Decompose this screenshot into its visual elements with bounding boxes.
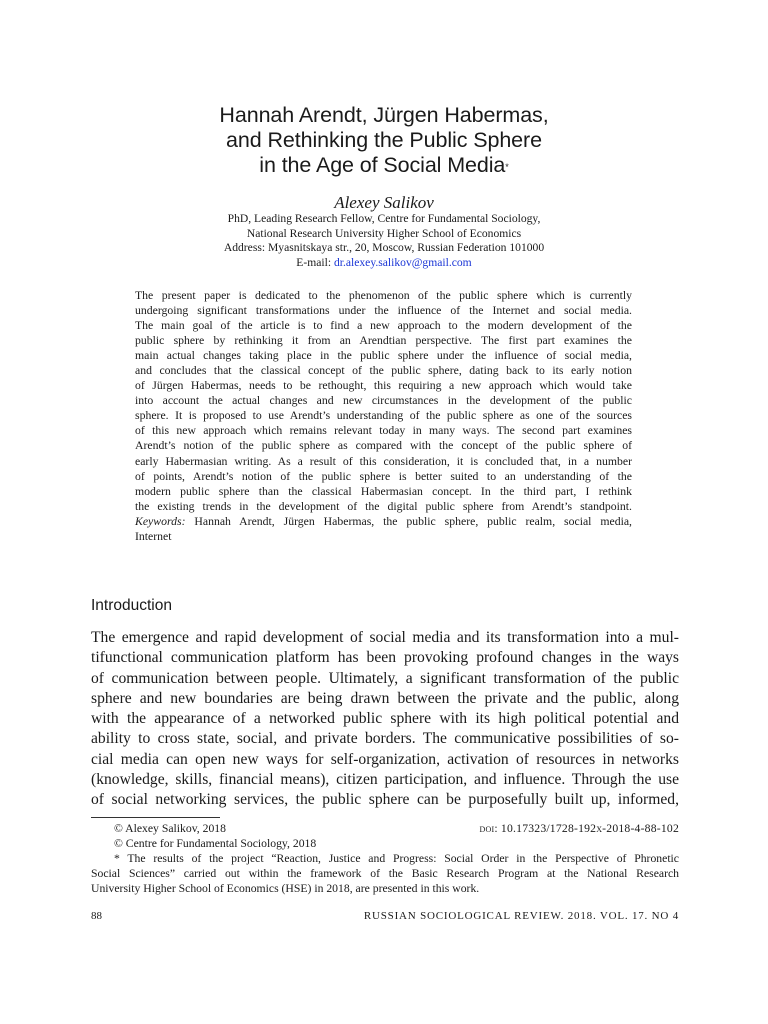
title-line-3-text: in the Age of Social Media — [259, 153, 506, 177]
abstract-line: into account the actual changes and new circumstances in the development of the public — [135, 394, 632, 408]
body-line: with the appearance of a networked public sphere with its high political potential and — [91, 710, 679, 728]
footnote-line: University Higher School of Economics (HSE) in 2018, are presented in this work. — [91, 881, 480, 895]
email-label: E-mail: — [296, 255, 334, 269]
page-number: 88 — [91, 910, 102, 922]
affiliation-line-2: National Research University Higher School of Economics — [246, 226, 522, 240]
paper-title — [0, 103, 768, 178]
body-line: sphere and new boundaries are being drawn between the private and the public, along — [91, 689, 679, 707]
title-footnote-marker: * — [505, 162, 509, 172]
doi-link[interactable]: doi: 10.17323/1728-192x-2018-4-88-102 — [479, 822, 679, 835]
abstract — [135, 288, 632, 544]
copyright-author: © Alexey Salikov, 2018 — [114, 822, 226, 835]
abstract-line: modern public sphere than the classical Habermasian concept. In the third part, I rethink — [135, 484, 632, 498]
author-affiliation — [0, 212, 768, 270]
footnote-line: * The results of the project “Reaction, Justice and Progress: Social Order in the Perspective of Phronetic — [114, 852, 679, 865]
keywords-line-end: Internet — [135, 529, 172, 543]
abstract-line: undergoing significant transformations under the influence of the Internet and social media. — [135, 304, 632, 318]
author-name: Alexey Salikov — [334, 193, 434, 212]
abstract-line: and concludes that the classical concept of the public sphere, dating back to its early notion — [135, 364, 632, 378]
abstract-line: of this new approach which remains relevant today in many ways. The second part examines — [135, 424, 632, 438]
body-line: of communication between people. Ultimately, a significant transformation of the public — [91, 669, 679, 687]
footnote-divider — [91, 817, 220, 818]
abstract-line: of points, Arendt’s notion of the public sphere is better suited to an understanding of the — [135, 469, 632, 483]
journal-running-footer: RUSSIAN SOCIOLOGICAL REVIEW. 2018. VOL. 17. NO 4 — [363, 910, 679, 922]
introduction-body — [91, 628, 679, 811]
abstract-line: public sphere by rethinking it from an Arendtian perspective. The first part examines the — [135, 334, 632, 348]
abstract-line: early Habermasian writing. As a result of this consideration, it is concluded that, in a number — [135, 454, 632, 468]
abstract-line: main actual changes taking place in the public sphere under the influence of social media, — [135, 349, 632, 363]
abstract-line: of Jürgen Habermas, needs to be rethought, this requiring a new approach which would take — [135, 379, 632, 393]
body-line: of social networking services, the public sphere can be purposefully built up, informed, — [91, 791, 679, 809]
affiliation-address: Address: Myasnitskaya str., 20, Moscow, Russian Federation 101000 — [223, 241, 545, 254]
abstract-line: Arendt’s notion of the public sphere as compared with the concept of the public sphere of — [135, 439, 632, 453]
keywords-text: Hannah Arendt, Jürgen Habermas, the public sphere, public realm, social media, — [185, 514, 632, 528]
abstract-line: The present paper is dedicated to the phenomenon of the public sphere which is currently — [135, 289, 632, 302]
abstract-line: The main goal of the article is to find a new approach to the modern development of the — [135, 319, 632, 333]
keywords-label: Keywords: — [135, 514, 186, 528]
copyright-centre: © Centre for Fundamental Sociology, 2018 — [114, 837, 317, 850]
abstract-line: sphere. It is proposed to use Arendt’s understanding of the public sphere as one of the sources — [135, 409, 632, 423]
email-link[interactable]: dr.alexey.salikov@gmail.com — [333, 255, 472, 269]
body-line: The emergence and rapid development of social media and its transformation into a mul- — [91, 629, 679, 646]
section-heading-introduction: Introduction — [91, 597, 172, 614]
body-line: (knowledge, skills, financial means), citizen participation, and influence. Through the use — [91, 771, 679, 789]
title-line-2: and Rethinking the Public Sphere — [226, 128, 542, 152]
body-line: cial media can open new ways for self-organization, activation of resources in networks — [91, 750, 679, 768]
body-line: ability to cross state, social, and private borders. The communicative possibilities of so- — [91, 730, 679, 748]
abstract-line: the existing trends in the development of the digital public sphere from Arendt’s standpoint. — [135, 499, 632, 513]
affiliation-line-1: PhD, Leading Research Fellow, Centre for Fundamental Sociology, — [227, 212, 541, 225]
funding-footnote — [91, 852, 679, 896]
title-line-1: Hannah Arendt, Jürgen Habermas, — [219, 103, 549, 127]
affiliation-email-row — [0, 256, 768, 271]
keywords-line — [135, 514, 632, 529]
title-line-3 — [0, 153, 768, 178]
footnote-line: Social Sciences” carried out within the framework of the Basic Research Program at the National Research — [91, 866, 679, 880]
body-line: tifunctional communication platform has been provoking profound changes in the ways — [91, 649, 679, 667]
